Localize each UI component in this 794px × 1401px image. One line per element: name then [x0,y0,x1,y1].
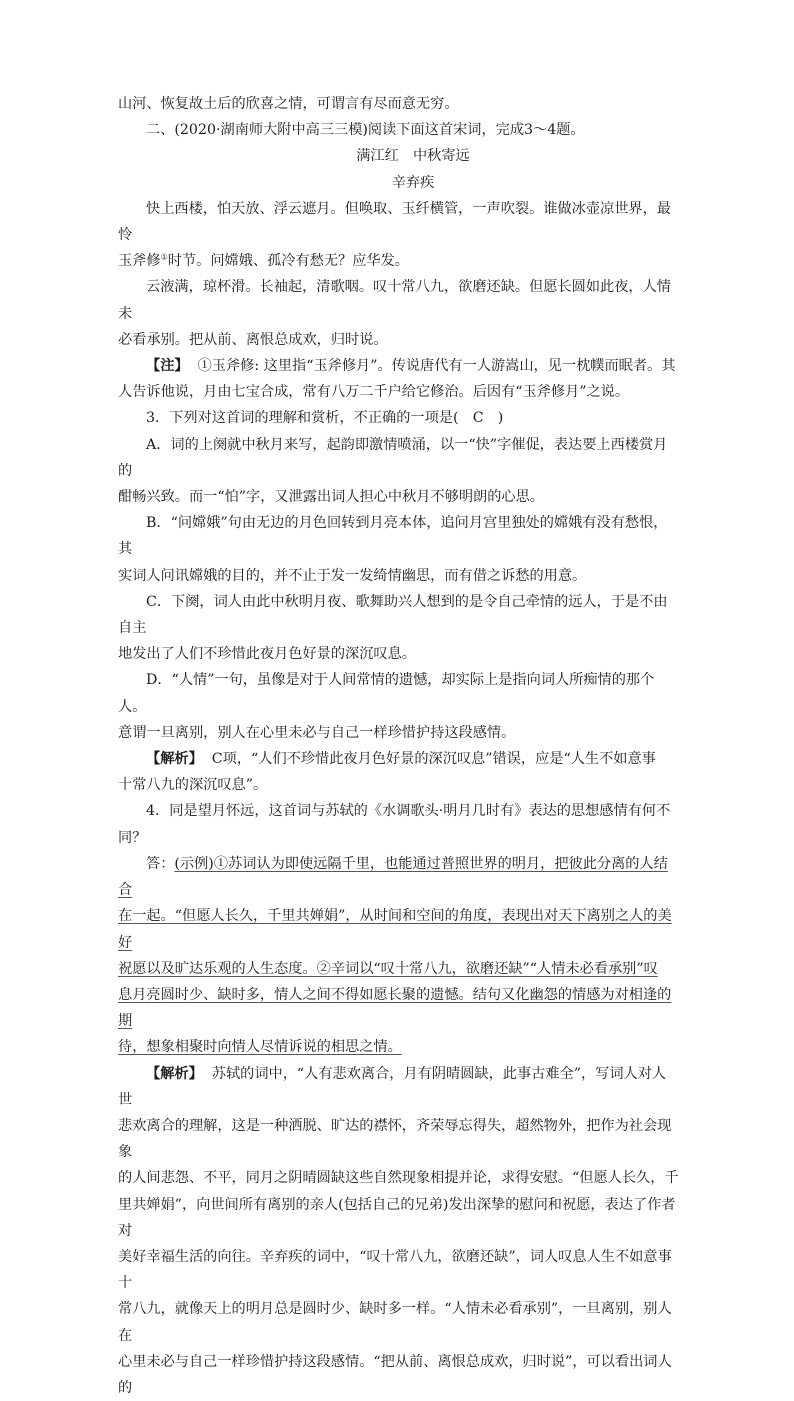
poem-author: 辛弃疾 [391,174,435,191]
option-b-cont: 实词人问讯嫦娥的目的，并不止于发一发绮情幽思，而有借之诉愁的用意。 [118,567,587,584]
answer-line [118,982,680,1034]
answer-text: 息月亮圆时少、缺时多，情人之间不得如愿长聚的遗憾。结句又化幽怨的情感为对相逢的期 [118,986,672,1030]
note-tag: 【注】 [146,358,189,375]
answer-line [118,903,680,955]
option-d-cont: 意谓一旦离别，别人在心里未必与自己一样珍惜护持这段感情。 [118,724,516,741]
analysis-line: 常八九，就像天上的明月总是圆时少、缺时多一样。“人情未必看承别”，一旦离别，别人在 [118,1301,672,1344]
note-line [118,353,680,379]
analysis-line: 心里未必与自己一样珍惜护持这段感情。“把从前、离恨总成欢，归时说”，可以看出词人的 [118,1353,672,1396]
answer-label: 答： [146,855,175,872]
document-page [118,91,680,1401]
analysis-text: 苏轼的词中，“人有悲欢离合，月有阴晴圆缺，此事古难全”，写词人对人世 [118,1065,667,1108]
answer-text: (示例)①苏词认为即使远隔千里，也能通过普照世界的明月，把彼此分离的人结合 [118,855,668,899]
analysis-line: 里共婵娟”，向世间所有离别的亲人(包括自己的兄弟)发出深挚的慰问和祝愿，表达了作者对 [118,1196,676,1239]
poem-line: 必看承别。把从前、离恨总成欢，归时说。 [118,331,388,348]
poem-line [118,248,680,274]
option-c-cont: 地发出了人们不珍惜此夜月色好景的深沉叹息。 [118,646,416,663]
text-line: 山河、恢复故土后的欣喜之情，可谓言有尽而意无穷。 [118,96,459,112]
answer-text: 待，想象相聚时向情人尽情诉说的相思之情。 [118,1039,402,1056]
option-a-cont: 酣畅兴致。而一“怕”字，又泄露出词人担心中秋月不够明朗的心思。 [118,489,544,506]
answer-text: 在一起。“但愿人长久，千里共婵娟”，从时间和空间的角度，表现出对天下离别之人的美好 [118,908,672,951]
analysis-tag: 【解析】 [146,751,203,768]
poem-line: 云液满，琼杯滑。长袖起，清歌咽。叹十常八九，欲磨还缺。但愿长圆如此夜，人情未 [118,279,671,322]
note-line: 人告诉他说，月由七宝合成，常有八万二千户给它修治。后因有“玉斧修月”之说。 [118,384,630,401]
question-4: 4．同是望月怀远，这首词与苏轼的《水调歌头·明月几时有》表达的思想感情有何不同？ [118,803,671,846]
analysis-line: 十常八九的深沉叹息”。 [118,777,268,794]
poem-text: 时节。问嫦娥、孤冷有愁无？应华发。 [167,253,409,270]
option-b: B．“问嫦娥”句由无边的月色回转到月亮本体，追问月宫里独处的嫦娥有没有愁恨，其 [118,515,668,558]
analysis-line: 美好幸福生活的向往。辛弃疾的词中，“叹十常八九，欲磨还缺”，词人叹息人生不如意事十 [118,1248,672,1292]
poem-line: 快上西楼，怕天放、浮云遮月。但唤取、玉纤横管，一声吹裂。谁做冰壶凉世界，最怜 [118,200,671,244]
analysis-line [118,1061,680,1113]
answer-line [118,956,680,982]
analysis-tag: 【解析】 [146,1065,203,1082]
analysis-line [118,746,680,772]
analysis-line: 的人间悲怨、不平，同月之阴晴圆缺这些自然现象相提并论，求得安慰。“但愿人长久，千 [118,1170,679,1187]
option-c: C．下阕，词人由此中秋明月夜、歌舞助兴人想到的是令自己牵情的远人，于是不由自主 [118,593,668,637]
section-heading: 二、(2020·湖南师大附中高三三模)阅读下面这首宋词，完成3～4题。 [146,122,585,139]
answer-line [118,851,680,903]
analysis-text: C项，“人们不珍惜此夜月色好景的深沉叹息”错误，应是“人生不如意事 [211,751,656,768]
option-a: A．词的上阕就中秋月来写，起韵即激情喷涌，以一“快”字催促，表达要上西楼赏月的 [118,436,668,479]
question-3: 3．下列对这首词的理解和赏析，不正确的一项是( C ) [146,410,504,427]
note-text: ①玉斧修: 这里指“玉斧修月”。传说唐代有一人游嵩山，见一枕幞而眠者。其 [197,358,676,375]
poem-title: 满江红 中秋寄远 [356,148,470,165]
poem-text: 玉斧修 [118,253,161,270]
footnote-marker: ① [160,252,168,262]
option-d: D．“人情”一句，虽像是对于人间常情的遗憾，却实际上是指向词人所痴情的那个人。 [118,672,655,715]
answer-text: 祝愿以及旷达乐观的人生态度。②辛词以“叹十常八九，欲磨还缺”“人情未必看承别”叹 [118,960,658,977]
answer-line [118,1034,680,1060]
analysis-line: 悲欢离合的理解，这是一种洒脱、旷达的襟怀，齐荣辱忘得失，超然物外，把作为社会现象 [118,1117,672,1161]
